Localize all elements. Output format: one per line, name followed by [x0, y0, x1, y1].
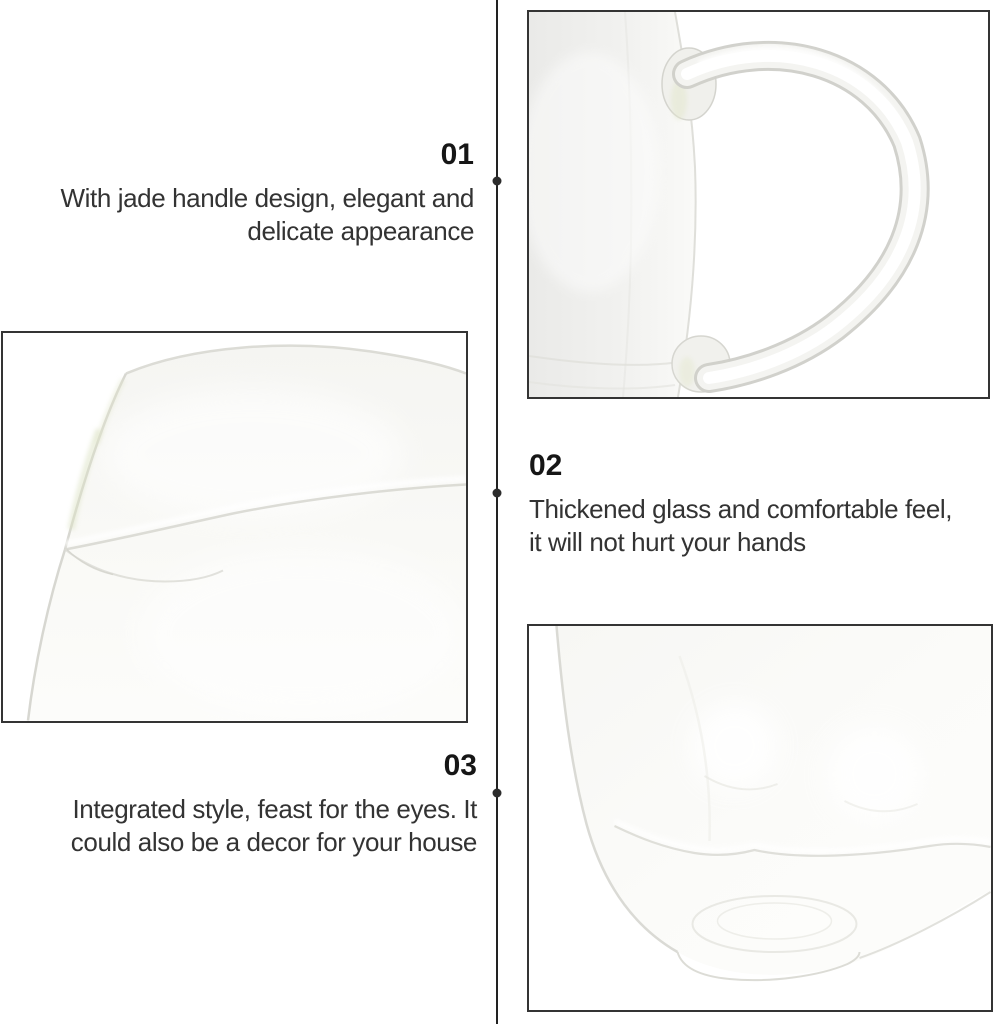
photo-glass-pitcher-spout-closeup	[1, 331, 468, 723]
feature-02-description	[529, 493, 996, 559]
connector-dot-02	[493, 489, 502, 498]
feature-01-number: 01	[440, 138, 474, 171]
feature-01	[0, 137, 474, 248]
glass-handle-illustration	[529, 12, 988, 397]
connector-line	[496, 0, 498, 1024]
photo-glass-cup-bottom-closeup	[527, 624, 993, 1012]
feature-02-line2: it will not hurt your hands	[529, 527, 806, 557]
photo-glass-cup-handle-closeup	[527, 10, 990, 399]
feature-03-number: 03	[443, 749, 477, 782]
connector-dot-01	[493, 177, 502, 186]
feature-02-line1: Thickened glass and comfortable feel,	[529, 494, 953, 524]
glass-bottom-illustration	[529, 626, 991, 1010]
feature-01-line1: With jade handle design, elegant and	[60, 183, 474, 213]
feature-02	[529, 448, 996, 559]
glass-spout-illustration	[3, 333, 466, 721]
connector-dot-03	[493, 789, 502, 798]
feature-03-description	[0, 793, 477, 859]
feature-03-line1: Integrated style, feast for the eyes. It	[72, 794, 477, 824]
feature-01-description	[0, 182, 474, 248]
feature-01-line2: delicate appearance	[247, 216, 474, 246]
feature-02-number: 02	[529, 449, 563, 482]
feature-03	[0, 748, 477, 859]
feature-03-line2: could also be a decor for your house	[70, 827, 477, 857]
